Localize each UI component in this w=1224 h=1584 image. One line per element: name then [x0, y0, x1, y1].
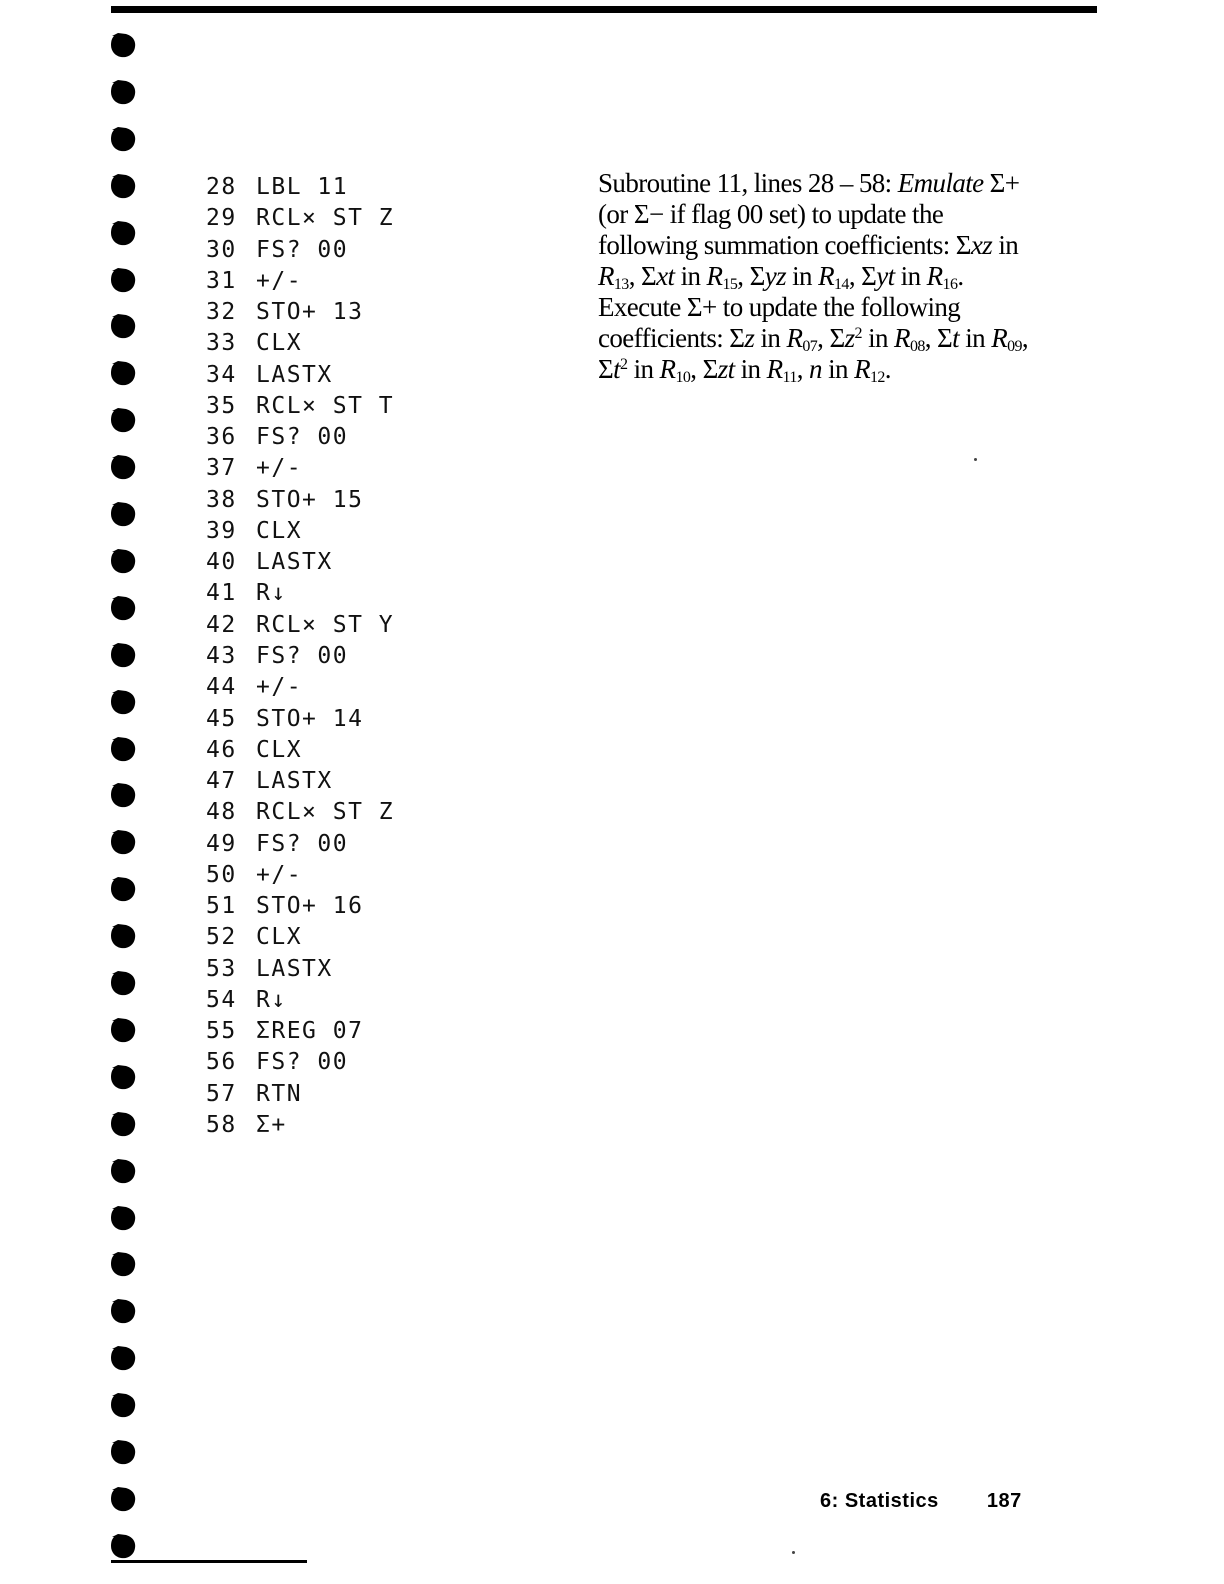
program-line — [206, 266, 394, 297]
line-number: 56 — [206, 1049, 237, 1076]
line-number: 28 — [206, 174, 237, 200]
program-line — [206, 891, 394, 922]
line-number: 42 — [206, 611, 237, 638]
line-instruction: CLX — [256, 736, 303, 763]
program-line — [206, 610, 394, 641]
line-instruction: RTN — [256, 1080, 303, 1107]
footer-section-title: 6: Statistics — [820, 1490, 939, 1512]
top-rule — [111, 6, 1097, 13]
line-number: 31 — [206, 267, 237, 294]
line-instruction: +/- — [256, 861, 303, 888]
binding-hole-icon — [108, 218, 138, 248]
binding-hole-icon — [108, 1109, 138, 1139]
line-instruction: STO+ 13 — [256, 299, 364, 326]
line-instruction: STO+ 14 — [256, 705, 364, 732]
program-line — [206, 860, 394, 891]
binding-hole-icon — [108, 734, 138, 764]
line-instruction: ΣREG 07 — [256, 1018, 364, 1045]
line-number: 41 — [206, 580, 237, 607]
binding-hole-icon — [108, 30, 138, 60]
binding-hole-icon — [108, 452, 138, 482]
binding-hole-icon — [108, 827, 138, 857]
program-line — [206, 516, 394, 547]
program-line — [206, 547, 394, 578]
line-instruction: FS? 00 — [256, 1049, 349, 1076]
line-instruction: LASTX — [256, 361, 333, 388]
line-instruction: R↓ — [256, 580, 287, 607]
line-instruction: LASTX — [256, 549, 333, 576]
line-instruction: RCL× ST Y — [256, 611, 395, 638]
binding-hole-icon — [108, 593, 138, 623]
program-line — [206, 704, 394, 735]
line-instruction: CLX — [256, 330, 303, 357]
binding-hole-icon — [108, 1531, 138, 1561]
binding-hole-icon — [108, 1343, 138, 1373]
binding-hole-icon — [108, 311, 138, 341]
program-line — [206, 422, 394, 453]
line-number: 58 — [206, 1111, 237, 1138]
binding-hole-icon — [108, 1062, 138, 1092]
program-line — [206, 922, 394, 953]
binding-hole-icon — [108, 1390, 138, 1420]
line-instruction: STO+ 16 — [256, 893, 364, 920]
program-line — [206, 954, 394, 985]
line-number: 33 — [206, 330, 237, 357]
program-line — [206, 485, 394, 516]
line-instruction: LASTX — [256, 768, 333, 795]
page-number: 187 — [986, 1490, 1022, 1512]
line-instruction: LASTX — [256, 955, 333, 982]
scan-speck — [974, 458, 977, 461]
program-line — [206, 360, 394, 391]
program-line — [206, 797, 394, 828]
line-number: 52 — [206, 924, 237, 951]
line-number: 54 — [206, 986, 237, 1013]
line-number: 53 — [206, 955, 237, 982]
line-instruction: STO+ 15 — [256, 486, 364, 513]
program-line — [206, 391, 394, 422]
program-line — [206, 641, 394, 672]
line-instruction: +/- — [256, 674, 303, 701]
line-instruction: FS? 00 — [256, 642, 349, 669]
line-instruction: Σ+ — [256, 1111, 287, 1138]
line-number: 43 — [206, 642, 237, 669]
binding-hole-icon — [108, 1015, 138, 1045]
program-line — [206, 297, 394, 328]
line-number: 30 — [206, 236, 237, 263]
line-number: 47 — [206, 768, 237, 795]
binding-hole-icon — [108, 968, 138, 998]
program-line — [206, 328, 394, 359]
line-number: 51 — [206, 893, 237, 920]
line-number: 48 — [206, 799, 237, 826]
line-number: 57 — [206, 1080, 237, 1107]
line-number: 40 — [206, 549, 237, 576]
scan-speck — [792, 1551, 795, 1554]
binding-hole-icon — [108, 124, 138, 154]
program-line — [206, 1047, 394, 1078]
program-line — [206, 172, 394, 203]
program-listing — [206, 172, 394, 1141]
line-instruction: CLX — [256, 517, 303, 544]
program-line — [206, 1110, 394, 1141]
line-number: 34 — [206, 361, 237, 388]
binding-hole-icon — [108, 77, 138, 107]
line-number: 35 — [206, 392, 237, 419]
program-line — [206, 578, 394, 609]
program-line — [206, 829, 394, 860]
binding-hole-icon — [108, 1484, 138, 1514]
binding-hole-icon — [108, 780, 138, 810]
line-number: 29 — [206, 205, 237, 232]
line-number: 45 — [206, 705, 237, 732]
binding-hole-icon — [108, 1437, 138, 1467]
program-line — [206, 203, 394, 234]
binding-hole-icon — [108, 546, 138, 576]
line-number: 49 — [206, 830, 237, 857]
program-line — [206, 672, 394, 703]
binding-hole-icon — [108, 1296, 138, 1326]
line-number: 46 — [206, 736, 237, 763]
binding-hole-icon — [108, 171, 138, 201]
line-instruction: FS? 00 — [256, 830, 349, 857]
line-instruction: +/- — [256, 455, 303, 482]
line-number: 50 — [206, 861, 237, 888]
line-instruction: FS? 00 — [256, 424, 349, 451]
binding-hole-icon — [108, 358, 138, 388]
program-line — [206, 1016, 394, 1047]
program-line — [206, 985, 394, 1016]
program-line — [206, 453, 394, 484]
line-instruction: RCL× ST T — [256, 392, 395, 419]
binding-hole-icon — [108, 687, 138, 717]
program-line — [206, 1079, 394, 1110]
binding-hole-icon — [108, 1249, 138, 1279]
line-number: 55 — [206, 1018, 237, 1045]
line-instruction: +/- — [256, 267, 303, 294]
binding-hole-icon — [108, 405, 138, 435]
line-instruction: FS? 00 — [256, 236, 349, 263]
program-line — [206, 766, 394, 797]
line-instruction: CLX — [256, 924, 303, 951]
binding-hole-icon — [108, 921, 138, 951]
line-instruction: LBL 11 — [256, 174, 349, 200]
binding-hole-icon — [108, 265, 138, 295]
line-instruction: RCL× ST Z — [256, 799, 395, 826]
line-number: 36 — [206, 424, 237, 451]
binding-hole-icon — [108, 874, 138, 904]
line-instruction: RCL× ST Z — [256, 205, 395, 232]
binding-hole-icon — [108, 640, 138, 670]
binding-hole-icon — [108, 499, 138, 529]
line-number: 44 — [206, 674, 237, 701]
program-line — [206, 235, 394, 266]
program-line — [206, 735, 394, 766]
binding-hole-icon — [108, 1156, 138, 1186]
line-number: 32 — [206, 299, 237, 326]
page-footer — [820, 1490, 1022, 1513]
line-number: 38 — [206, 486, 237, 513]
line-instruction: R↓ — [256, 986, 287, 1013]
binding-hole-icon — [108, 1203, 138, 1233]
line-number: 39 — [206, 517, 237, 544]
spiral-binding — [108, 30, 144, 1580]
line-number: 37 — [206, 455, 237, 482]
subroutine-description: Subroutine 11, lines 28 – 58: Emulate Σ+ (or Σ− if flag 00 set) to update the following summation coefficients: Σxz in $R_{13}$, Σxt in $R_{15}$, Σyz in $R_{14}$, Σyt in $R_{16}$. Execute Σ+ to update the following coefficients: Σz in $R_{07}$, $\Sigma z^2$ in $R_{08}$, Σt in $R_{09}$, $\Sigma t^2$ in $R_{10}$, Σzt in $R_{11}$, n in $R_{12}$. — [598, 168, 1029, 386]
